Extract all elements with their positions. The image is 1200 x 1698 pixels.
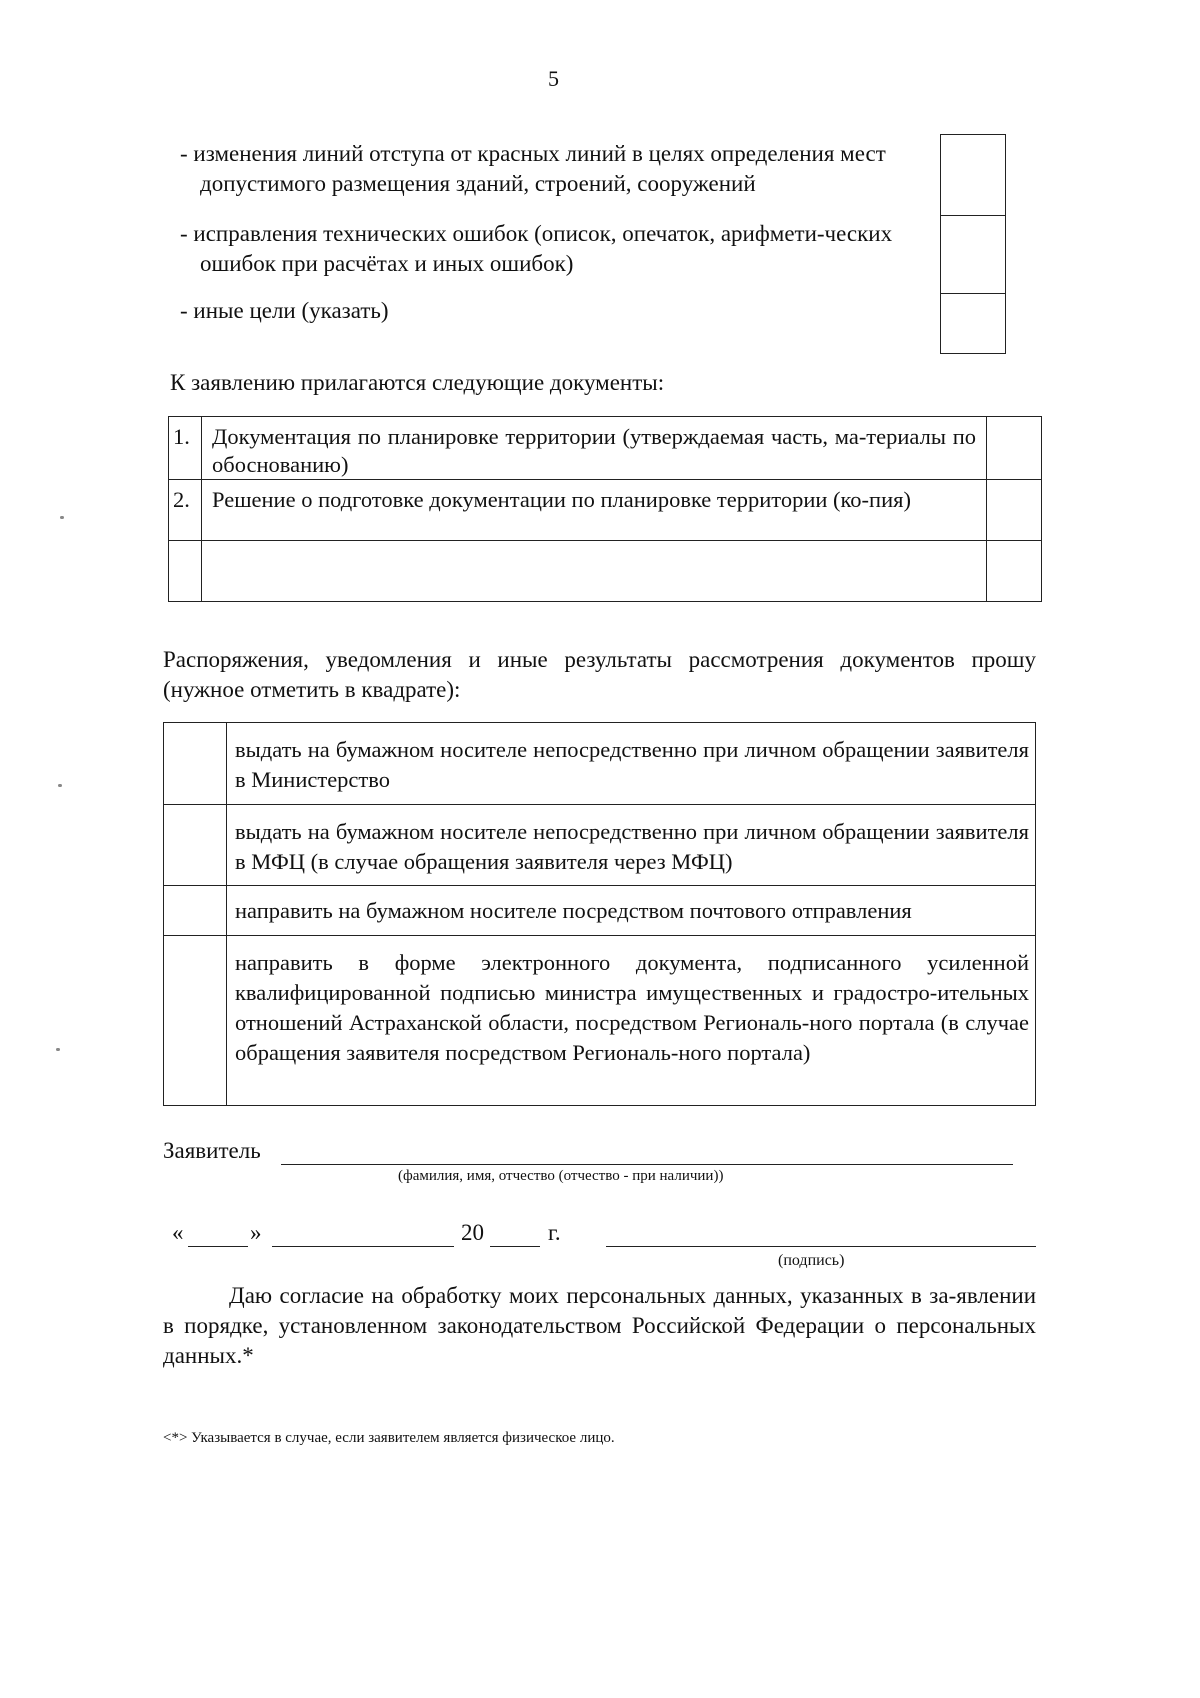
results-heading: Распоряжения, уведомления и иные результаты рассмотрения документов прошу (нужное отметить в квадрате):	[163, 647, 1036, 702]
attachments-heading: К заявлению прилагаются следующие документы:	[170, 370, 665, 395]
attachment-number: 2.	[169, 480, 202, 541]
goal-item-text: - исправления технических ошибок (описок, опечаток, арифмети-ческих ошибок при расчётах и иных ошибок)	[180, 221, 893, 276]
attachments-table	[168, 416, 1042, 602]
attachment-text: Решение о подготовке документации по планировке территории (ко-пия)	[202, 480, 987, 541]
scan-speck	[56, 1048, 60, 1051]
date-year-field[interactable]	[490, 1246, 540, 1247]
date-year-suffix: г.	[548, 1220, 561, 1245]
signature-caption: (подпись)	[778, 1252, 845, 1269]
table-row	[164, 723, 1036, 805]
consent-text: Даю согласие на обработку моих персональных данных, указанных в за-явлении в порядке, установленном законодательством Российской Федерации о персональных данных.*	[163, 1283, 1036, 1368]
results-table	[163, 722, 1036, 1106]
attachment-number	[169, 541, 202, 602]
result-checkbox[interactable]	[164, 805, 227, 886]
scan-speck	[60, 516, 64, 519]
result-option-text: направить на бумажном носителе посредством почтового отправления	[227, 886, 1036, 936]
goal-checkbox[interactable]	[941, 216, 1005, 292]
attachment-mark-cell[interactable]	[987, 541, 1042, 602]
signature-field[interactable]	[606, 1246, 1036, 1247]
scan-speck	[58, 784, 62, 787]
goal-item	[180, 296, 940, 326]
attachment-mark-cell[interactable]	[987, 480, 1042, 541]
goal-item	[180, 219, 940, 279]
attachment-text: Документация по планировке территории (утверждаемая часть, ма-териалы по обоснованию)	[202, 417, 987, 480]
date-close-quote: »	[250, 1220, 262, 1245]
goal-checkbox[interactable]	[941, 135, 1005, 214]
goal-checkbox[interactable]	[941, 294, 1005, 352]
date-month-field[interactable]	[272, 1246, 454, 1247]
date-day-field[interactable]	[188, 1246, 248, 1247]
table-row	[169, 417, 1042, 480]
date-year-prefix: 20	[461, 1220, 484, 1245]
table-row	[169, 541, 1042, 602]
result-checkbox[interactable]	[164, 886, 227, 936]
result-checkbox[interactable]	[164, 936, 227, 1106]
table-row	[169, 480, 1042, 541]
goal-item	[180, 139, 940, 199]
result-option-text: направить в форме электронного документа, подписанного усиленной квалифицированной подписью министра имущественных и градостро-ительных отношений Астраханской области, посредством Региональ-ного портала (в случае обращения заявителя посредством Региональ-ного портала)	[227, 936, 1036, 1106]
applicant-label: Заявитель	[163, 1138, 261, 1163]
date-open-quote: «	[172, 1220, 184, 1245]
attachment-text[interactable]	[202, 541, 987, 602]
applicant-name-field[interactable]	[281, 1164, 1013, 1165]
table-row	[164, 886, 1036, 936]
table-row	[164, 936, 1036, 1106]
result-checkbox[interactable]	[164, 723, 227, 805]
footnote: <*> Указывается в случае, если заявителем является физическое лицо.	[163, 1430, 615, 1446]
applicant-caption: (фамилия, имя, отчество (отчество - при наличии))	[398, 1168, 724, 1184]
table-row	[164, 805, 1036, 886]
attachment-number: 1.	[169, 417, 202, 480]
result-option-text: выдать на бумажном носителе непосредственно при личном обращении заявителя в МФЦ (в случае обращения заявителя через МФЦ)	[227, 805, 1036, 886]
attachment-mark-cell[interactable]	[987, 417, 1042, 480]
goal-item-text: - изменения линий отступа от красных линий в целях определения мест допустимого размещения зданий, строений, сооружений	[180, 141, 886, 196]
result-option-text: выдать на бумажном носителе непосредственно при личном обращении заявителя в Министерство	[227, 723, 1036, 805]
page-number: 5	[548, 66, 559, 91]
goal-item-text: - иные цели (указать)	[180, 298, 389, 323]
